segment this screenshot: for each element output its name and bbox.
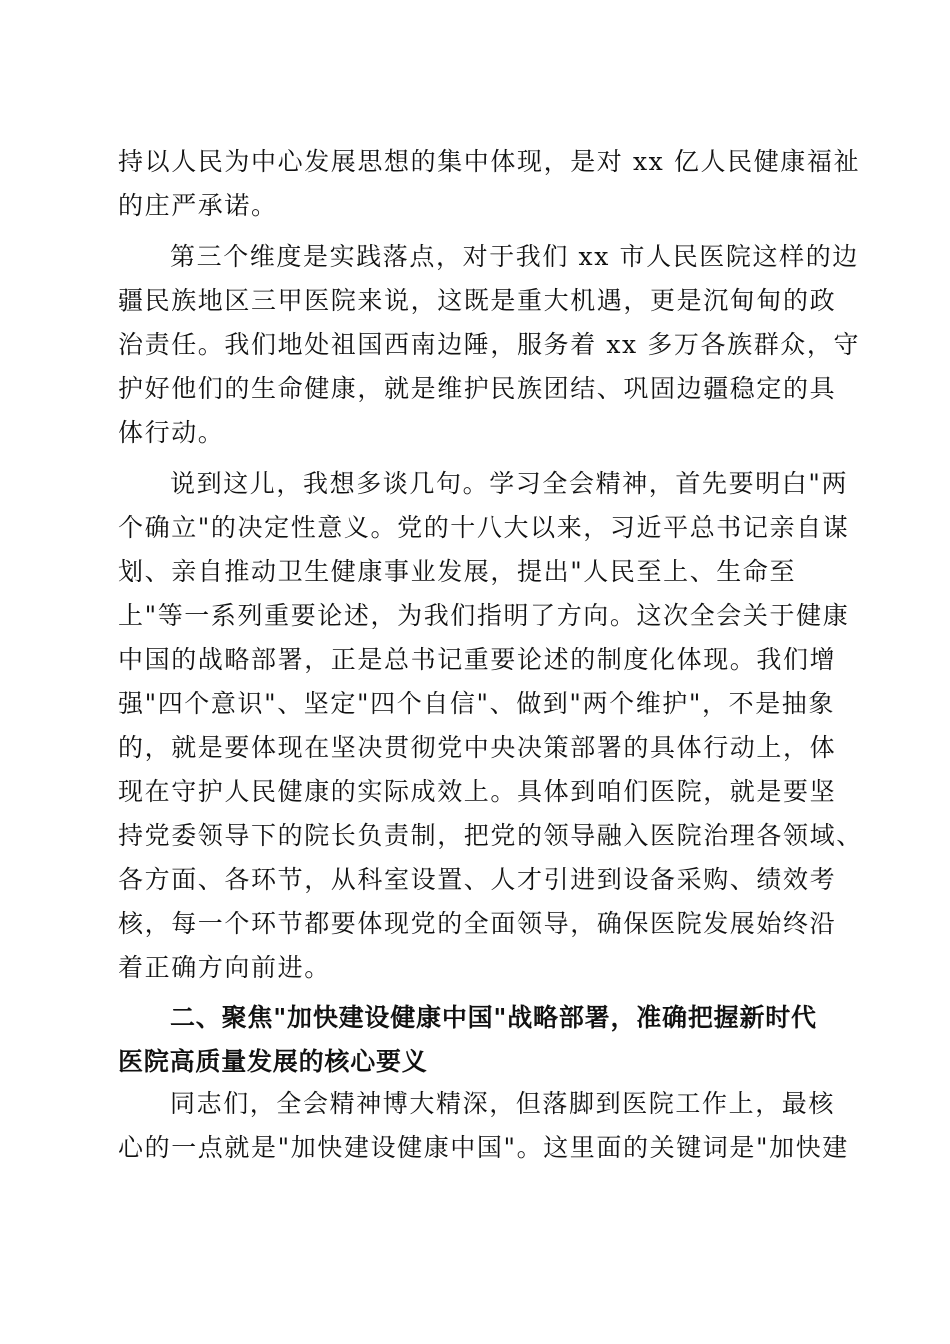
text-line: 着正确方向前进。 bbox=[118, 953, 331, 982]
text-line: 持以人民为中心发展思想的集中体现，是对 xx 亿人民健康福祉 bbox=[118, 147, 861, 176]
text-line: 的，就是要体现在坚决贯彻党中央决策部署的具体行动上，体 bbox=[118, 733, 837, 762]
paragraph-first-line: 说到这儿，我想多谈几句。学习全会精神，首先要明白"两 bbox=[170, 469, 849, 498]
text-line: 心的一点就是"加快建设健康中国"。这里面的关键词是"加快建 bbox=[118, 1133, 849, 1162]
text-line: 各方面、各环节，从科室设置、人才引进到设备采购、绩效考 bbox=[118, 865, 837, 894]
text-line: 疆民族地区三甲医院来说，这既是重大机遇，更是沉甸甸的政 bbox=[118, 286, 837, 315]
text-line: 核，每一个环节都要体现党的全面领导，确保医院发展始终沿 bbox=[118, 909, 837, 938]
text-line: 治责任。我们地处祖国西南边陲，服务着 xx 多万各族群众，守 bbox=[118, 330, 861, 359]
text-line: 强"四个意识"、坚定"四个自信"、做到"两个维护"，不是抽象 bbox=[118, 689, 835, 718]
text-line: 中国的战略部署，正是总书记重要论述的制度化体现。我们增 bbox=[118, 645, 837, 674]
paragraph-first-line: 第三个维度是实践落点，对于我们 xx 市人民医院这样的边 bbox=[170, 242, 859, 271]
text-line: 上"等一系列重要论述，为我们指明了方向。这次全会关于健康 bbox=[118, 601, 850, 630]
text-line: 护好他们的生命健康，就是维护民族团结、巩固边疆稳定的具 bbox=[118, 374, 837, 403]
section-heading: 二、聚焦"加快建设健康中国"战略部署，准确把握新时代 bbox=[170, 1003, 817, 1032]
text-line: 划、亲自推动卫生健康事业发展，提出"人民至上、生命至 bbox=[118, 557, 797, 586]
text-line: 个确立"的决定性意义。党的十八大以来，习近平总书记亲自谋 bbox=[118, 513, 850, 542]
text-line: 持党委领导下的院长负责制，把党的领导融入医院治理各领域、 bbox=[118, 821, 863, 850]
paragraph-first-line: 同志们，全会精神博大精深，但落脚到医院工作上，最核 bbox=[170, 1089, 836, 1118]
section-heading-continued: 医院高质量发展的核心要义 bbox=[118, 1047, 428, 1076]
text-line: 的庄严承诺。 bbox=[118, 191, 278, 220]
text-line: 现在守护人民健康的实际成效上。具体到咱们医院，就是要坚 bbox=[118, 777, 837, 806]
text-line: 体行动。 bbox=[118, 418, 225, 447]
